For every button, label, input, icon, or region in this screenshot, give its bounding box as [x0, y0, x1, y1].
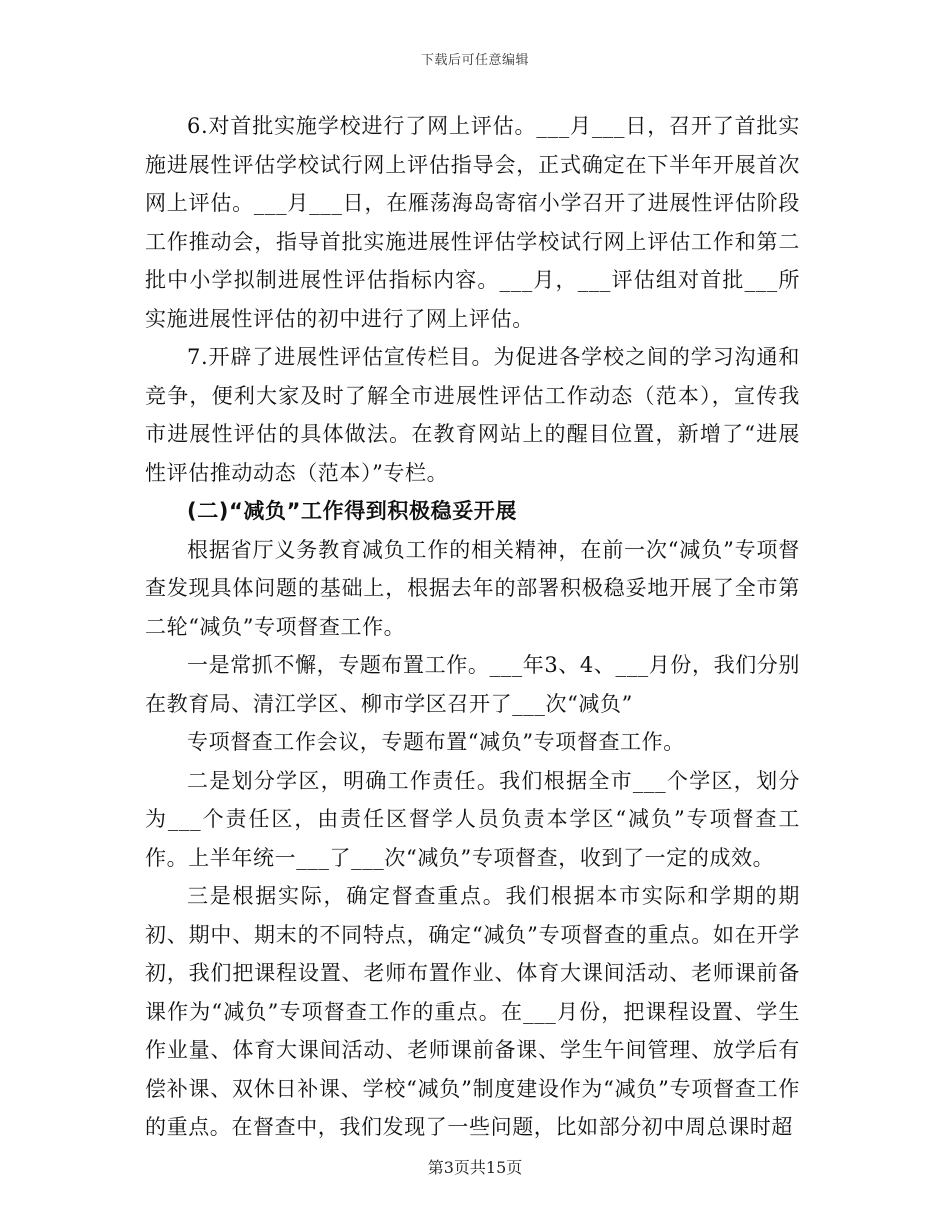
paragraph-point-one: 一是常抓不懈，专题布置工作。___年3、4、___月份，我们分别在教育局、清江学区、柳市学区召开了___次“减负” — [145, 653, 800, 716]
document-body — [145, 107, 800, 1147]
paragraph-intro: 根据省厅义务教育减负工作的相关精神，在前一次“减负”专项督查发现具体问题的基础上，根据去年的部署积极稳妥地开展了全市第二轮“减负”专项督查工作。 — [145, 537, 800, 639]
paragraph-point-three: 三是根据实际，确定督查重点。我们根据本市实际和学期的期初、期中、期末的不同特点，确定“减负”专项督查的重点。如在开学初，我们把课程设置、老师布置作业、体育大课间活动、老师课前备课作为“减负”专项督查工作的重点。在___月份，把课程设置、学生作业量、体育大课间活动、老师课前备课、学生午间管理、放学后有偿补课、双休日补课、学校“减负”制度建设作为“减负”专项督查工作的重点。在督查中，我们发现了一些问题，比如部分初中周总课时超 — [145, 884, 800, 1139]
page-footer: 第3页共15页 — [427, 1158, 523, 1177]
section-heading: (二)“减负”工作得到积极稳妥开展 — [187, 499, 517, 523]
paragraph-point-one-continued: 专项督查工作会议，专题布置“减负”专项督查工作。 — [187, 730, 685, 754]
paragraph-point-two: 二是划分学区，明确工作责任。我们根据全市___个学区，划分为___个责任区，由责任区督学人员负责本学区“减负”专项督查工作。上半年统一___了___次“减负”专项督查，收到了一定的成效。 — [145, 768, 800, 870]
header-note: 下载后可任意编辑 — [420, 53, 529, 68]
paragraph-item-6: 6.对首批实施学校进行了网上评估。___月___日，召开了首批实施进展性评估学校试行网上评估指导会，正式确定在下半年开展首次网上评估。___月___日，在雁荡海岛寄宿小学召开了进展性评估阶段工作推动会，指导首批实施进展性评估学校试行网上评估工作和第二批中小学拟制进展性评估指标内容。___月，___评估组对首批___所实施进展性评估的初中进行了网上评估。 — [145, 114, 800, 331]
paragraph-item-7: 7.开辟了进展性评估宣传栏目。为促进各学校之间的学习沟通和竞争，便利大家及时了解全市进展性评估工作动态（范本），宣传我市进展性评估的具体做法。在教育网站上的醒目位置，新增了“进展性评估推动动态（范本）”专栏。 — [145, 345, 800, 485]
